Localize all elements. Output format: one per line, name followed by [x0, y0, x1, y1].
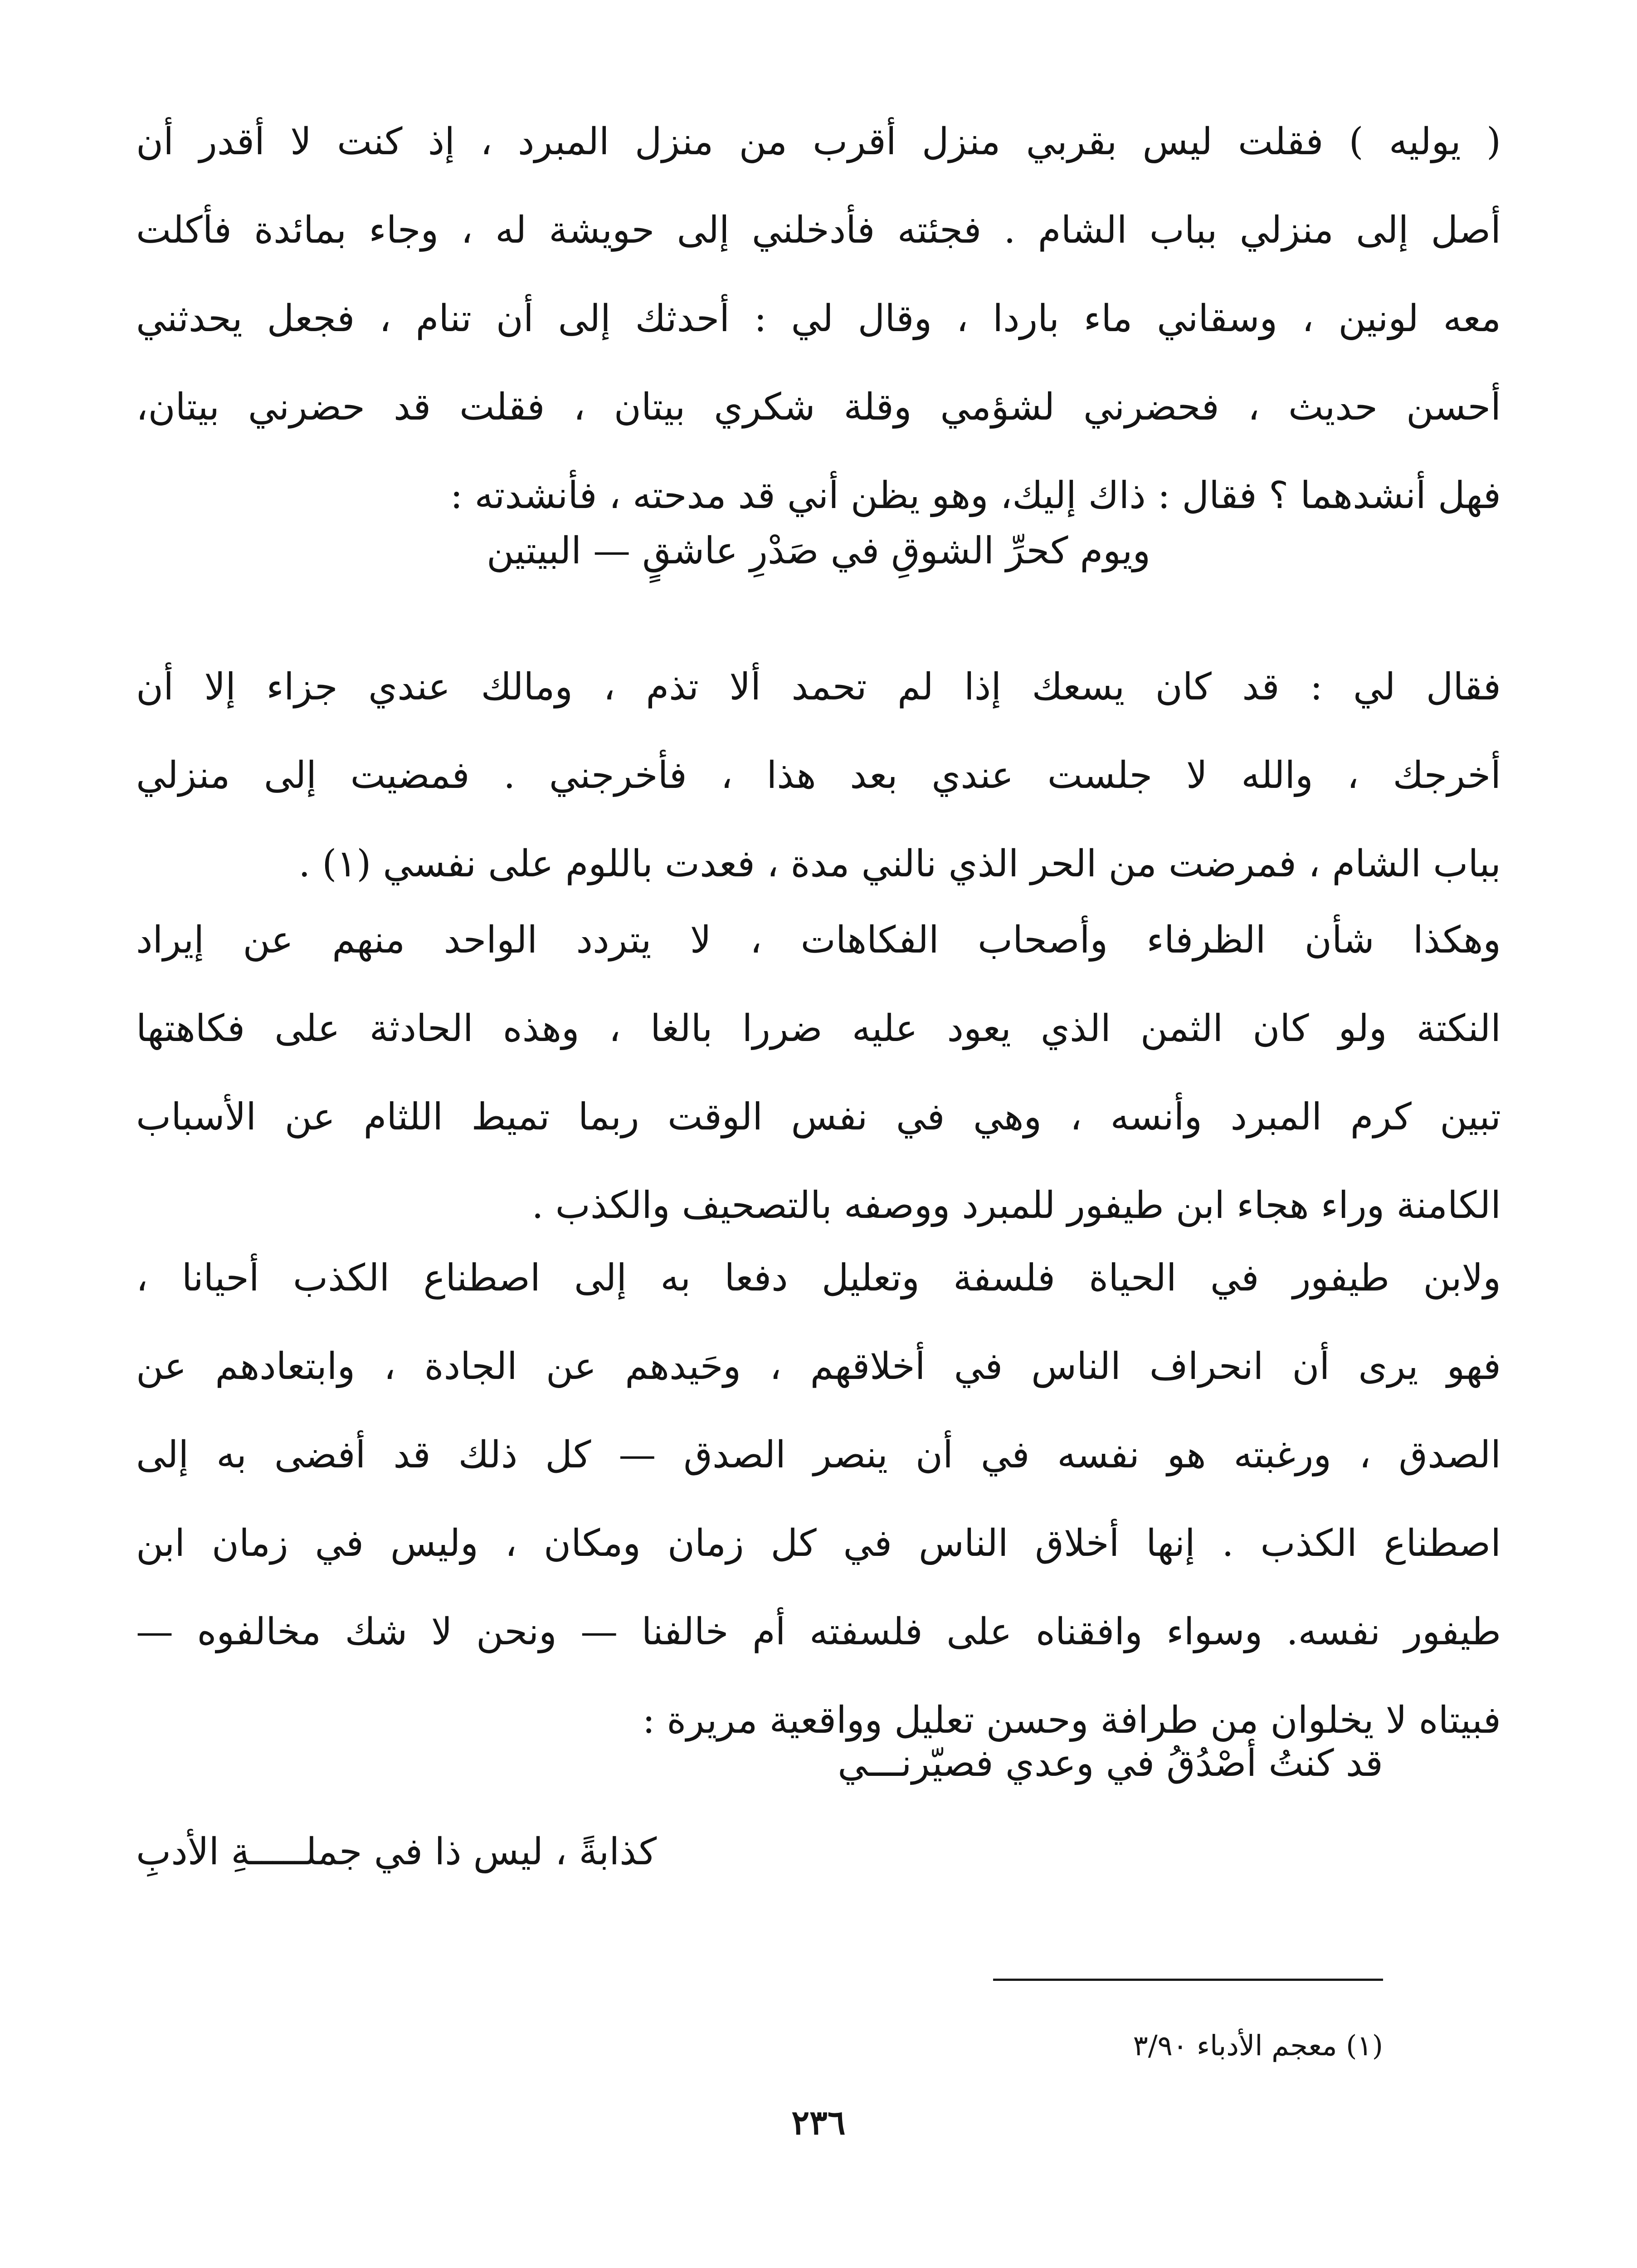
text-line: فبيتاه لا يخلوان من طرافة وحسن تعليل وواقعية مريرة :	[642, 1699, 1501, 1742]
verse-line: ويوم كحرِّ الشوقِ في صَدْرِ عاشقٍ — البيتين	[486, 529, 1151, 572]
text-line: ولابن طيفور في الحياة فلسفة وتعليل دفعا به إلى اصطناع الكذب أحيانا ،	[136, 1256, 1501, 1300]
text-line: فقال لي : قد كان يسعك إذا لم تحمد ألا تذم ، ومالك عندي جزاء إلا أن	[136, 665, 1501, 709]
text-line: فهل أنشدهما ؟ فقال : ذاك إليك، وهو يظن أني قد مدحته ، فأنشدته :	[450, 474, 1501, 517]
text-line: النكتة ولو كان الثمن الذي يعود عليه ضررا بالغا ، وهذه الحادثة على فكاهتها	[136, 1007, 1501, 1050]
text-line: الصدق ، ورغبته هو نفسه في أن ينصر الصدق — كل ذلك قد أفضى به إلى	[136, 1433, 1501, 1476]
footnote: (١) معجم الأدباء ٣/٩٠	[1133, 2029, 1383, 2062]
paragraph-2	[136, 643, 1501, 908]
text-line: معه لونين ، وسقاني ماء باردا ، وقال لي : أحدثك إلى أن تنام ، فجعل يحدثني	[136, 297, 1501, 340]
paragraph-3	[136, 896, 1501, 1250]
paragraph-4	[136, 1234, 1501, 1765]
text-line: أحسن حديث ، فحضرني لشؤمي وقلة شكري بيتان ، فقلت قد حضرني بيتان،	[136, 386, 1501, 429]
text-line: وهكذا شأن الظرفاء وأصحاب الفكاهات ، لا يتردد الواحد منهم عن إيراد	[136, 919, 1501, 962]
footnote-divider	[993, 1979, 1383, 1981]
text-line: بباب الشام ، فمرضت من الحر الذي نالني مدة ، فعدت باللوم على نفسي (١) .	[298, 842, 1501, 885]
paragraph-1	[136, 98, 1501, 540]
text-line: تبين كرم المبرد وأنسه ، وهي في نفس الوقت ربما تميط اللثام عن الأسباب	[136, 1095, 1501, 1139]
text-line: الكامنة وراء هجاء ابن طيفور للمبرد ووصفه بالتصحيف والكذب .	[531, 1184, 1501, 1227]
page-number: ٢٣٦	[791, 2103, 846, 2142]
text-line: أخرجك ، والله لا جلست عندي بعد هذا ، فأخرجني . فمضيت إلى منزلي	[136, 754, 1501, 797]
text-line: فهو يرى أن انحراف الناس في أخلاقهم ، وحَيدهم عن الجادة ، وابتعادهم عن	[136, 1345, 1501, 1388]
text-line: اصطناع الكذب . إنها أخلاق الناس في كل زمان ومكان ، وليس في زمان ابن	[136, 1522, 1501, 1565]
verse-hemistich-2: كذابةً ، ليس ذا في جملـــــةِ الأدبِ	[136, 1830, 657, 1873]
text-line: ( يوليه ) فقلت ليس بقربي منزل أقرب من منزل المبرد ، إذ كنت لا أقدر أن	[136, 120, 1501, 163]
verse-hemistich-1: قد كنتُ أصْدُقُ في وعدي فصيّرنـــي	[838, 1742, 1383, 1785]
text-line: أصل إلى منزلي بباب الشام . فجئته فأدخلني إلى حويشة له ، وجاء بمائدة فأكلت	[136, 209, 1501, 252]
text-line: طيفور نفسه. وسواء وافقناه على فلسفته أم خالفنا — ونحن لا شك مخالفوه —	[136, 1610, 1501, 1653]
